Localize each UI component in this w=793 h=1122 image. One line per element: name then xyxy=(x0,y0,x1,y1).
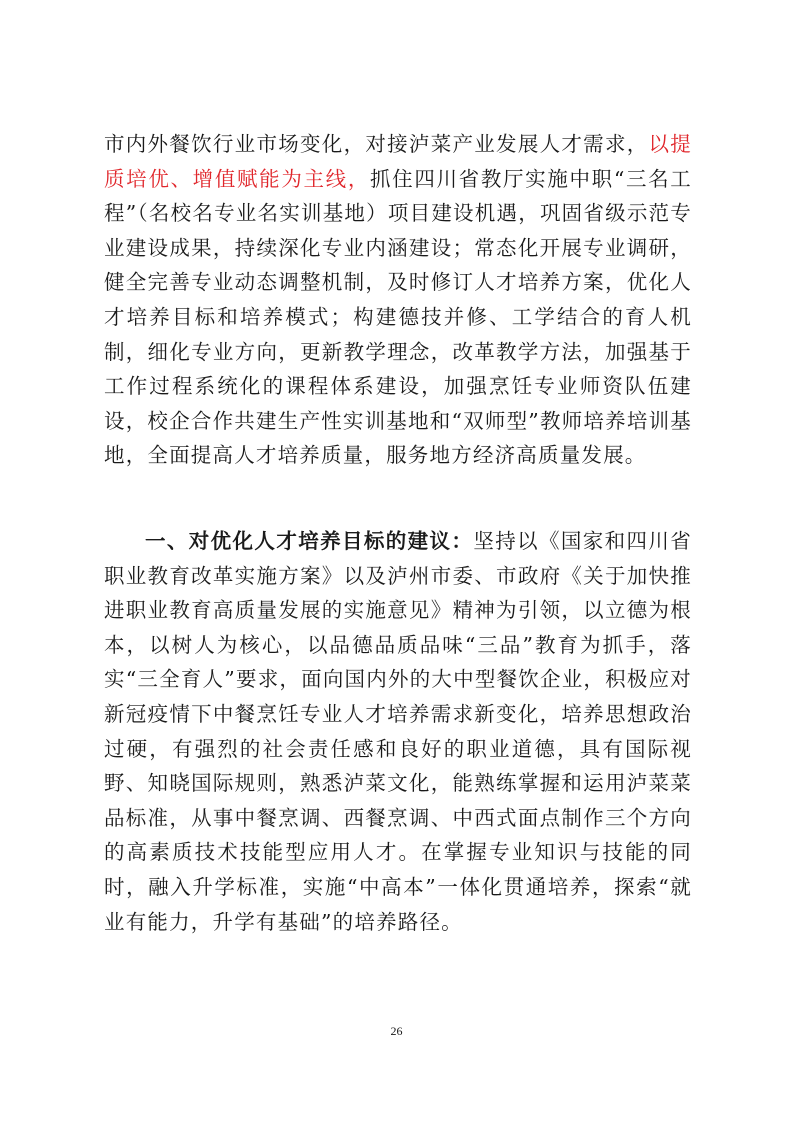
paragraph2-body: 坚持以《国家和四川省职业教育改革实施方案》以及泸州市委、市政府《关于加快推进职业教育高质量发展的实施意见》精神为引领，以立德为根本，以树人为核心，以品德品质品味“三品”教育为抓手，落实“三全育人”要求，面向国内外的大中型餐饮企业，积极应对新冠疫情下中餐烹饪专业人才培养需求新变化，培养思想政治过硬，有强烈的社会责任感和良好的职业道德，具有国际视野、知晓国际规则，熟悉泸菜文化，能熟练掌握和运用泸菜菜品标准，从事中餐烹调、西餐烹调、中西式面点制作三个方向的高素质技术技能型应用人才。在掌握专业知识与技能的同时，融入升学标准，实施“中高本”一体化贯通培养，探索“就业有能力，升学有基础”的培养路径。 xyxy=(104,529,692,934)
section-heading: 一、对优化人才培养目标的建议： xyxy=(145,529,474,553)
highlighted-text: 以提质培优、增值赋能为主线， xyxy=(104,132,692,191)
page-number: 26 xyxy=(390,1024,403,1038)
paragraph-continuation xyxy=(104,127,692,473)
paragraph1-text-rest: 抓住四川省教厅实施中职“三名工程”（名校名专业名实训基地）项目建设机遇，巩固省级示范专业建设成果，持续深化专业内涵建设；常态化开展专业调研，健全完善专业动态调整机制，及时修订人才培养方案，优化人才培养目标和培养模式；构建德技并修、工学结合的育人机制，细化专业方向，更新教学理念，改革教学方法，加强基于工作过程系统化的课程体系建设，加强烹饪专业师资队伍建设，校企合作共建生产性实训基地和“双师型”教师培养培训基地，全面提高人才培养质量，服务地方经济高质量发展。 xyxy=(104,166,692,468)
paragraph1-text-start: 市内外餐饮行业市场变化，对接泸菜产业发展人才需求， xyxy=(104,132,649,156)
paragraph-recommendation xyxy=(104,524,692,939)
